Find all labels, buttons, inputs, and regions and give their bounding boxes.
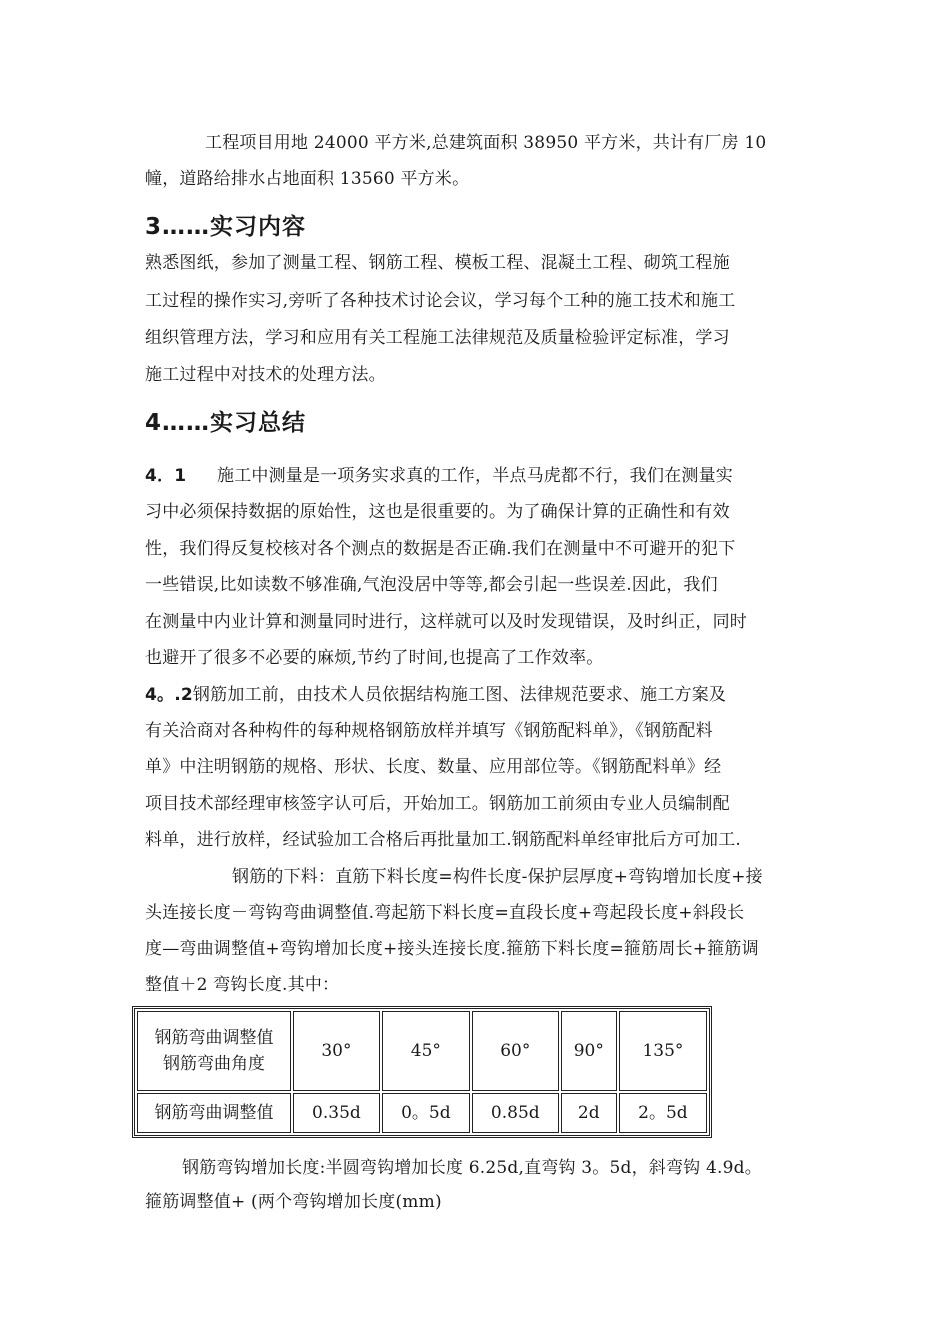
intro-line-2: 幢，道路给排水占地面积 13560 平方米。 bbox=[145, 169, 470, 189]
hook-length-line: 钢筋弯钩增加长度:半圆弯钩增加长度 6.25d,直弯钩 3。5d，斜弯钩 4.9d。 bbox=[182, 1158, 762, 1178]
value-cell: 0.35d bbox=[293, 1093, 380, 1133]
paragraph-4-2-first-line bbox=[145, 680, 726, 705]
section-3-heading bbox=[145, 208, 306, 241]
row-label-cell: 钢筋弯曲调整值 bbox=[137, 1093, 291, 1133]
section-4-heading bbox=[145, 404, 306, 437]
header-angle-label: 钢筋弯曲角度 bbox=[163, 1054, 265, 1074]
paragraph-4-1-line: 也避开了很多不必要的麻烦,节约了时间,也提高了工作效率。 bbox=[145, 648, 604, 668]
section-4-title: 实习总结 bbox=[210, 410, 307, 436]
angle-cell: 45° bbox=[382, 1011, 470, 1091]
cutting-length-first-line: 钢筋的下料：直筋下料长度=构件长度-保护层厚度+弯钩增加长度+接 bbox=[232, 867, 763, 887]
paragraph-4-2-line: 单》中注明钢筋的规格、形状、长度、数量、应用部位等。《钢筋配料单》经 bbox=[145, 757, 722, 777]
paragraph-4-2-line: 料单，进行放样，经试验加工合格后再批量加工.钢筋配料单经审批后方可加工. bbox=[145, 830, 742, 850]
paragraph-4-2-line: 有关洽商对各种构件的每种规格钢筋放样并填写《钢筋配料单》，《钢筋配料 bbox=[145, 721, 713, 741]
paragraph-4-1-line: 习中必须保持数据的原始性，这也是很重要的。为了确保计算的正确性和有效 bbox=[145, 502, 730, 522]
cutting-length-line: 度—弯曲调整值+弯钩增加长度+接头连接长度.箍筋下料长度=箍筋周长+箍筋调 bbox=[145, 939, 759, 959]
header-adjustment-label: 钢筋弯曲调整值 bbox=[154, 1028, 274, 1048]
paragraph-4-1-line: 在测量中内业计算和测量同时进行，这样就可以及时发现错误，及时纠正，同时 bbox=[145, 612, 747, 632]
paragraph-4-2-text: 钢筋加工前，由技术人员依据结构施工图、法律规范要求、施工方案及 bbox=[192, 685, 727, 705]
paragraph-4-1-number: 4．1 bbox=[145, 466, 187, 486]
angle-cell: 60° bbox=[472, 1011, 559, 1091]
table-row bbox=[137, 1011, 707, 1091]
cutting-length-line: 整值＋2 弯钩长度.其中： bbox=[145, 975, 340, 995]
value-cell: 0.85d bbox=[472, 1093, 559, 1133]
section-3-number: 3…… bbox=[145, 214, 211, 240]
angle-cell: 135° bbox=[619, 1011, 707, 1091]
angle-cell: 30° bbox=[293, 1011, 380, 1091]
paragraph-4-2-line: 项目技术部经理审核签字认可后，开始加工。钢筋加工前须由专业人员编制配 bbox=[145, 794, 730, 814]
section-4-number: 4…… bbox=[145, 410, 211, 436]
table-header-cell bbox=[137, 1011, 291, 1091]
table-row bbox=[137, 1093, 707, 1133]
paragraph-4-1-line: 性，我们得反复校核对各个测点的数据是否正确.我们在测量中不可避开的犯下 bbox=[145, 539, 736, 559]
paragraph-4-1-line: 一些错误,比如读数不够准确,气泡没居中等等,都会引起一些误差.因此，我们 bbox=[145, 575, 718, 595]
paragraph-4-1-first-line bbox=[145, 461, 733, 486]
paragraph-4-1-text: 施工中测量是一项务实求真的工作，半点马虎都不行，我们在测量实 bbox=[217, 466, 733, 486]
section-3-line: 工过程的操作实习,旁听了各种技术讨论会议，学习每个工种的施工技术和施工 bbox=[145, 291, 736, 311]
section-3-line: 组织管理方法，学习和应用有关工程施工法律规范及质量检验评定标准，学习 bbox=[145, 328, 730, 348]
section-3-line: 施工过程中对技术的处理方法。 bbox=[145, 365, 386, 385]
cutting-length-line: 头连接长度－弯钩弯曲调整值.弯起筋下料长度=直段长度+弯起段长度+斜段长 bbox=[145, 903, 745, 923]
section-3-line: 熟悉图纸，参加了测量工程、钢筋工程、模板工程、混凝土工程、砌筑工程施 bbox=[145, 253, 730, 273]
section-3-title: 实习内容 bbox=[210, 214, 307, 240]
value-cell: 2d bbox=[561, 1093, 617, 1133]
stirrup-adjustment-line: 箍筋调整值+ (两个弯钩增加长度(mm) bbox=[145, 1192, 442, 1212]
intro-line-1: 工程项目用地 24000 平方米,总建筑面积 38950 平方米，共计有厂房 10 bbox=[205, 133, 767, 153]
value-cell: 2。5d bbox=[619, 1093, 707, 1133]
value-cell: 0。5d bbox=[382, 1093, 470, 1133]
angle-cell: 90° bbox=[561, 1011, 617, 1091]
paragraph-4-2-number: 4。.2 bbox=[145, 685, 193, 705]
bend-adjustment-table bbox=[132, 1006, 712, 1138]
